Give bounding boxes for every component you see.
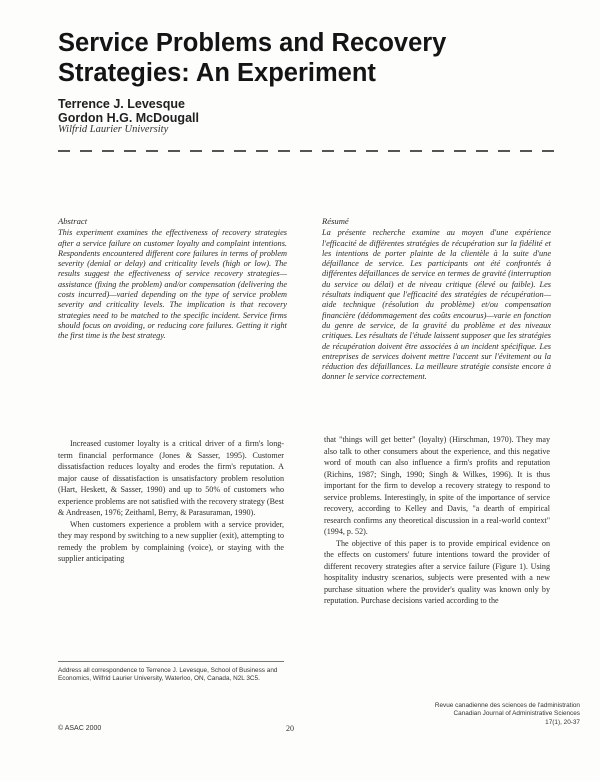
body-paragraph: When customers experience a problem with a service provider, they may respond by switching to a new supplier (exit), attempting to remedy the problem by complaining (voice), or staying with the supplier anticipating xyxy=(58,519,284,563)
footnote-rule xyxy=(58,661,284,662)
body-paragraph: that "things will get better" (loyalty) (Hirschman, 1970). They may also talk to other consumers about the experience, and this negative word of mouth can also influence a firm's profits and reputation (Richins, 1987; Singh, 1990; Singh & Wilkes, 1996). It is thus important for the firm to develop a recovery strategy to respond to service problems. Interestingly, in spite of the importance of service recovery, according to Kelley and Davis, "a dearth of empirical research confirms any theoretical discussion in a real-world context" (1994, p. 52). xyxy=(324,435,550,536)
journal-name-french: Revue canadienne des sciences de l'administration xyxy=(434,702,580,709)
body-paragraph: The objective of this paper is to provide empirical evidence on the effects on customers' future intentions toward the provider of different recovery strategies after a service failure (Figure 1). Using hospitality industry scenarios, subjects were presented with a new purchase situation where the provider's quality was known only by reputation. Purchase decisions varied according to the xyxy=(324,538,550,605)
abstract-heading: Abstract xyxy=(58,216,88,226)
author-name: Terrence J. Levesque xyxy=(58,97,185,111)
abstract-english xyxy=(58,216,287,342)
body-column-left xyxy=(58,438,284,565)
resume-text: La présente recherche examine au moyen d'une expérience l'efficacité de différentes stratégies de récupération sur la fidélité et les intentions de porter plainte de la clientèle à la suite d'une défaillance de service. Les participants ont été confrontés à différentes défaillances de service en termes de gravité (interruption du service ou délai) et de niveau critique (élevé ou faible). Les résultats indiquent que l'efficacité des stratégies de récupération—aide technique (résolution du problème) et/ou compensation financière (dédommagement des coûts encourus)—varie en fonction du genre de service, de la gravité du problème et des niveaux critiques. Les résultats de l'étude laissent supposer que les stratégies de récupération doivent être associées à un incident spécifique. Les entreprises de services doivent mettre l'accent sur l'évitement ou la réduction des défaillances. La meilleure stratégie consiste encore à donner le service correctement. xyxy=(322,228,551,382)
resume-heading: Résumé xyxy=(322,216,349,226)
journal-volume: 17(1), 20-37 xyxy=(545,718,580,726)
body-paragraph: Increased customer loyalty is a critical driver of a firm's long-term financial performance (Jones & Sasser, 1995). Customer dissatisfaction reduces loyalty and erodes the firm's reputation. A major cause of dissatisfaction is unsatisfactory problem resolution (Hart, Heskett, & Sasser, 1990) and up to 50% of customers who experience problems are not satisfied with the recovery strategy (Best & Andreasen, 1976; Zeithaml, Berry, & Parasuraman, 1990). xyxy=(58,439,284,517)
body-column-right xyxy=(324,434,550,607)
abstract-french xyxy=(322,216,551,383)
page-number: 20 xyxy=(286,724,294,733)
author-affiliation: Wilfrid Laurier University xyxy=(58,124,169,135)
journal-name-english: Canadian Journal of Administrative Sciences xyxy=(453,710,580,718)
article-title: Service Problems and Recovery Strategies: An Experiment xyxy=(58,29,447,87)
abstract-text: This experiment examines the effectiveness of recovery strategies after a service failure on customer loyalty and complaint intentions. Respondents encountered different core failures in terms of problem severity (denial or delay) and criticality levels (high or low). The results suggest the effectiveness of service recovery strategies—assistance (fixing the problem) and/or compensation (delivering the costs incurred)—varied depending on the type of service problem severity and criticality levels. The implication is that recovery strategies need to be matched to the specific incident. Service firms should focus on avoiding, or reducing core failures. Getting it right the first time is the best strategy. xyxy=(58,228,287,341)
author-name: Gordon H.G. McDougall xyxy=(58,111,199,125)
copyright-notice: © ASAC 2000 xyxy=(58,725,102,732)
section-divider xyxy=(58,150,563,152)
correspondence-footnote: Address all correspondence to Terrence J. Levesque, School of Business and Economics, Wilfrid Laurier University, Waterloo, ON, Canada, N2L 3C5. xyxy=(58,667,278,683)
journal-citation xyxy=(340,702,580,727)
author-list xyxy=(58,97,199,125)
